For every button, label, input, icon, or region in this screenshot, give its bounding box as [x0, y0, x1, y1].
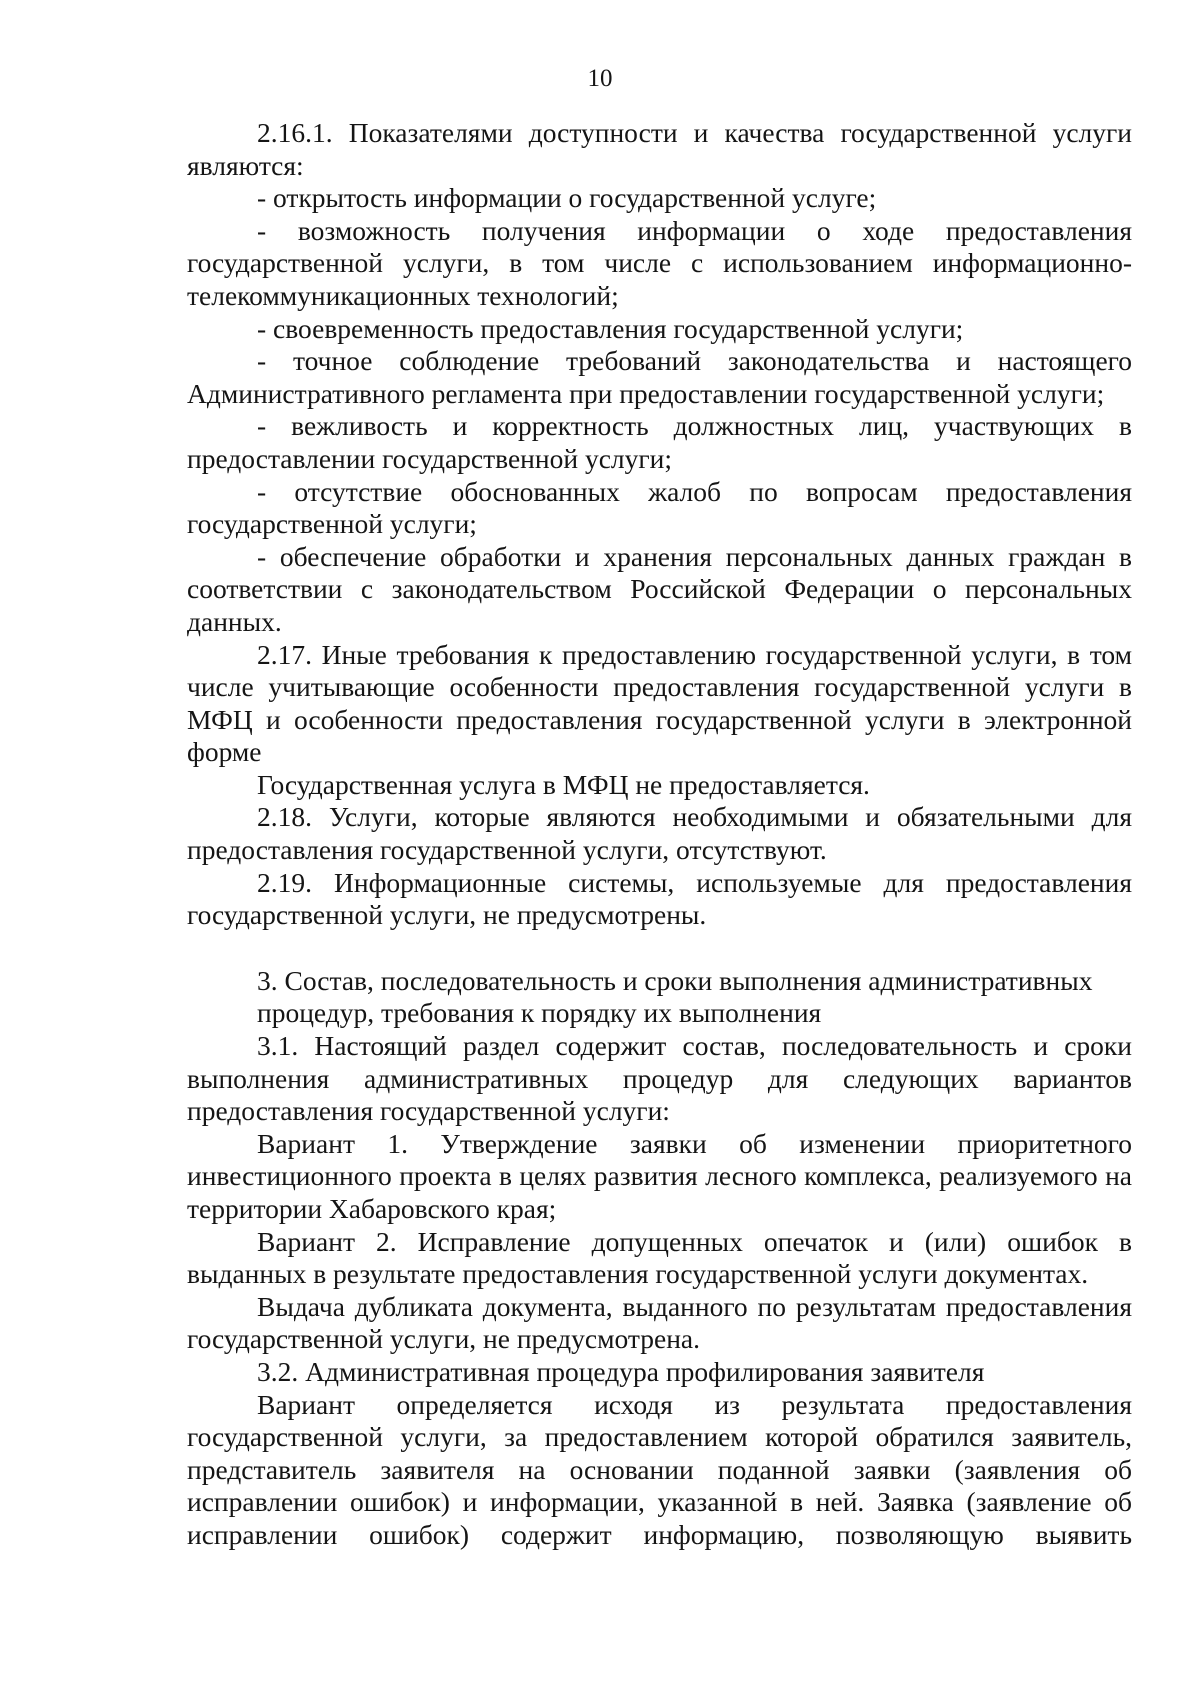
list-item-politeness: - вежливость и корректность должностных лиц, участвующих в предоставлении государственной услуги;	[187, 410, 1132, 474]
paragraph-3-2: 3.2. Административная процедура профилирования заявителя	[257, 1355, 985, 1387]
paragraph-variant-determination: Вариант определяется исходя из результата предоставления государственной услуги, за предоставлением которой обратился заявитель, представитель заявителя на основании поданной заявки (заявления об исправлении ошибок) и информации, указанной в ней. Заявка (заявление об исправлении ошибок) содержит информацию, позволяющую выявить	[187, 1388, 1132, 1550]
paragraph-duplicate: Выдача дубликата документа, выданного по результатам предоставления государственной услуги, не предусмотрена.	[187, 1290, 1132, 1355]
list-item-compliance: - точное соблюдение требований законодательства и настоящего Административного регламента при предоставлении государственной услуги;	[187, 345, 1132, 409]
paragraph-mfc-note: Государственная услуга в МФЦ не предоставляется.	[257, 768, 870, 800]
paragraph-2-17: 2.17. Иные требования к предоставлению государственной услуги, в том числе учитывающие особенности предоставления государственной услуги в МФЦ и особенности предоставления государственной услуги в электронной форме	[187, 638, 1132, 768]
paragraph-variant-2: Вариант 2. Исправление допущенных опечаток и (или) ошибок в выданных в результате предоставления государственной услуги документах.	[187, 1225, 1132, 1290]
paragraph-variant-1: Вариант 1. Утверждение заявки об изменении приоритетного инвестиционного проекта в целях развития лесного комплекса, реализуемого на территории Хабаровского края;	[187, 1127, 1132, 1224]
paragraph-3-1: 3.1. Настоящий раздел содержит состав, последовательность и сроки выполнения административных процедур для следующих вариантов предоставления государственной услуги:	[187, 1030, 1132, 1127]
list-item-openness: - открытость информации о государственной услуге;	[257, 182, 877, 214]
document-body	[187, 117, 1132, 1552]
section-3-title: 3. Состав, последовательность и сроки выполнения административных процедур, требования к порядку их выполнения	[257, 964, 1093, 1029]
paragraph-2-18: 2.18. Услуги, которые являются необходимыми и обязательными для предоставления государственной услуги, отсутствуют.	[187, 801, 1132, 866]
paragraph-2-19: 2.19. Информационные системы, используемые для предоставления государственной услуги, не предусмотрены.	[187, 866, 1132, 931]
page-number: 10	[587, 65, 613, 92]
list-item-timeliness: - своевременность предоставления государственной услуги;	[257, 312, 964, 344]
list-item-information-availability: - возможность получения информации о ходе предоставления государственной услуги, в том числе с использованием информационно-телекоммуникационных технологий;	[187, 214, 1132, 311]
list-item-personal-data: - обеспечение обработки и хранения персональных данных граждан в соответствии с законодательством Российской Федерации о персональных данных.	[187, 540, 1132, 637]
section-spacer	[187, 932, 1132, 965]
paragraph-2-16-1: 2.16.1. Показателями доступности и качества государственной услуги являются:	[187, 117, 1132, 181]
list-item-no-complaints: - отсутствие обоснованных жалоб по вопросам предоставления государственной услуги;	[187, 475, 1132, 540]
